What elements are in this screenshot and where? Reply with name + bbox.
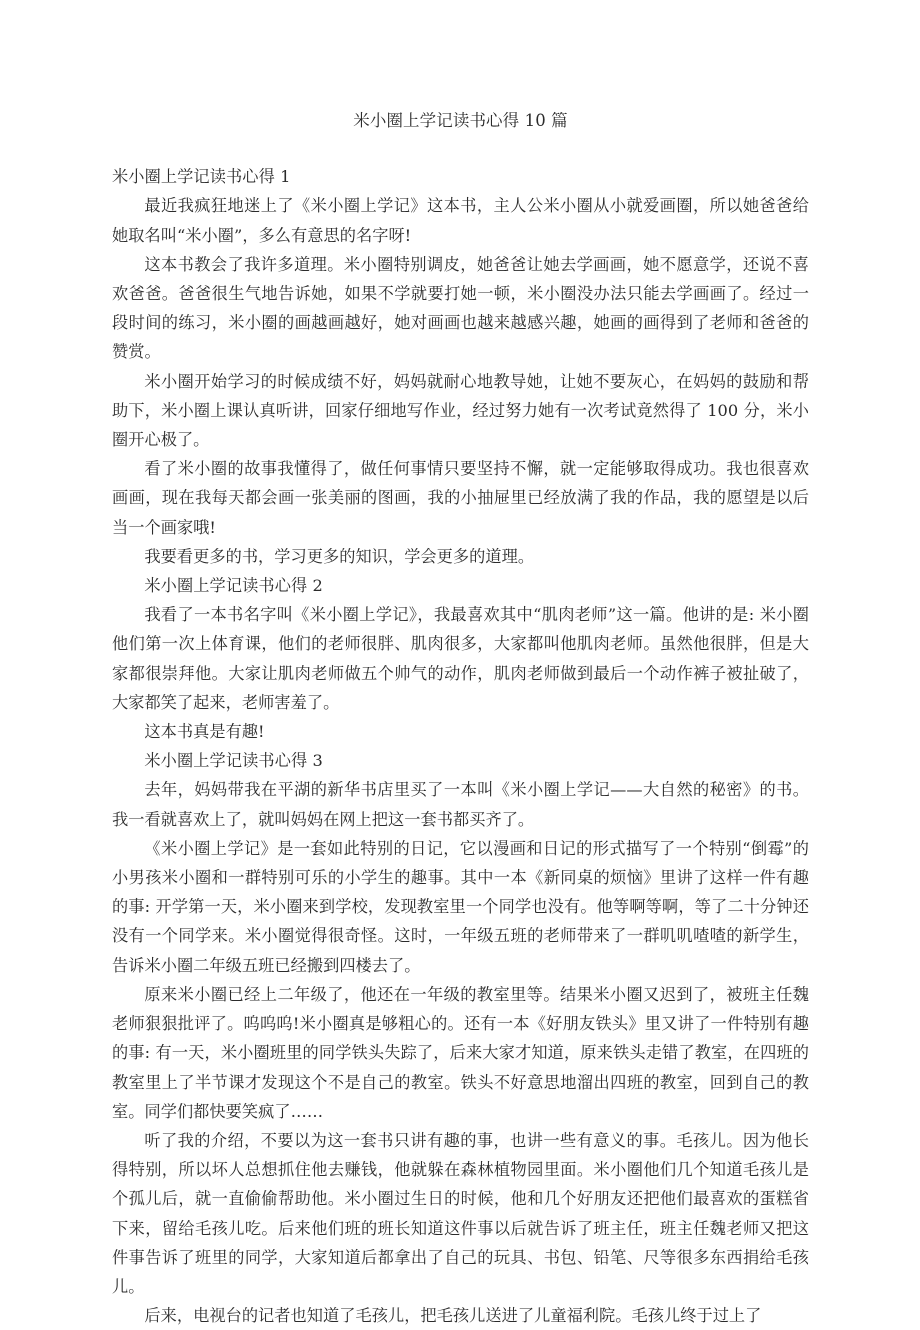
body-paragraph: 原来米小圈已经上二年级了，他还在一年级的教室里等。结果米小圈又迟到了，被班主任魏老师狠狠批评了。呜呜呜!米小圈真是够粗心的。还有一本《好朋友铁头》里又讲了一件特别有趣的事: 有一天，米小圈班里的同学铁头失踪了，后来大家才知道，原来铁头走错了教室，在四班的教室里上了半节课才发现这个不是自己的教室。铁头不好意思地溜出四班的教室，回到自己的教室。同学们都快要笑疯了…… — [112, 984, 809, 1121]
body-paragraph: 米小圈开始学习的时候成绩不好，妈妈就耐心地教导她，让她不要灰心，在妈妈的鼓励和帮助下，米小圈上课认真听讲，回家仔细地写作业，经过努力她有一次考试竟然得了 100 分，米小圈开心极了。 — [112, 371, 809, 450]
body-paragraph: 最近我疯狂地迷上了《米小圈上学记》这本书，主人公米小圈从小就爱画圈，所以她爸爸给她取名叫“米小圈”，多么有意思的名字呀! — [112, 196, 809, 245]
page-title: 米小圈上学记读书心得 10 篇 — [353, 111, 568, 130]
document-text-column — [112, 0, 809, 1330]
body-paragraph: 后来，电视台的记者也知道了毛孩儿，把毛孩儿送进了儿童福利院。毛孩儿终于过上了 — [144, 1306, 762, 1326]
title-spacer — [112, 135, 809, 162]
section-heading: 米小圈上学记读书心得 2 — [144, 576, 323, 596]
body-paragraph: 听了我的介绍，不要以为这一套书只讲有趣的事，也讲一些有意义的事。毛孩儿。因为他长得特别，所以坏人总想抓住他去赚钱，他就躲在森林植物园里面。米小圈他们几个知道毛孩儿是个孤儿后，就一直偷偷帮助他。米小圈过生日的时候，他和几个好朋友还把他们最喜欢的蛋糕省下来，留给毛孩儿吃。后来他们班的班长知道这件事以后就告诉了班主任，班主任魏老师又把这件事告诉了班里的同学，大家知道后都拿出了自己的玩具、书包、铅笔、尺等很多东西捐给毛孩儿。 — [112, 1130, 809, 1296]
body-paragraph: 我看了一本书名字叫《米小圈上学记》，我最喜欢其中“肌肉老师”这一篇。他讲的是: 米小圈他们第一次上体育课，他们的老师很胖、肌肉很多，大家都叫他肌肉老师。虽然他很胖，但是大家都很崇拜他。大家让肌肉老师做五个帅气的动作，肌肉老师做到最后一个动作裤子被扯破了，大家都笑了起来，老师害羞了。 — [112, 605, 809, 712]
body-paragraph: 《米小圈上学记》是一套如此特别的日记，它以漫画和日记的形式描写了一个特别“倒霉”的小男孩米小圈和一群特别可乐的小学生的趣事。其中一本《新同桌的烦恼》里讲了这样一件有趣的事: 开学第一天，米小圈来到学校，发现教室里一个同学也没有。他等啊等啊，等了二十分钟还没有一个同学来。米小圈觉得很奇怪。这时，一年级五班的老师带来了一群叽叽喳喳的新学生，告诉米小圈二年级五班已经搬到四楼去了。 — [112, 838, 809, 975]
body-paragraph: 这本书教会了我许多道理。米小圈特别调皮，她爸爸让她去学画画，她不愿意学，还说不喜欢爸爸。爸爸很生气地告诉她，如果不学就要打她一顿，米小圈没办法只能去学画画了。经过一段时间的练习，米小圈的画越画越好，她对画画也越来越感兴趣，她画的画得到了老师和爸爸的赞赏。 — [112, 254, 809, 362]
section-heading: 米小圈上学记读书心得 1 — [112, 167, 291, 187]
body-paragraph: 我要看更多的书，学习更多的知识，学会更多的道理。 — [144, 546, 535, 566]
document-body — [112, 162, 809, 1330]
body-paragraph: 看了米小圈的故事我懂得了，做任何事情只要坚持不懈，就一定能够取得成功。我也很喜欢画画，现在我每天都会画一张美丽的图画，我的小抽屉里已经放满了我的作品，我的愿望是以后当一个画家哦! — [112, 459, 809, 537]
section-heading: 米小圈上学记读书心得 3 — [144, 751, 323, 771]
body-paragraph: 去年，妈妈带我在平湖的新华书店里买了一本叫《米小圈上学记——大自然的秘密》的书。我一看就喜欢上了，就叫妈妈在网上把这一套书都买齐了。 — [112, 780, 809, 829]
body-paragraph: 这本书真是有趣! — [144, 722, 265, 742]
